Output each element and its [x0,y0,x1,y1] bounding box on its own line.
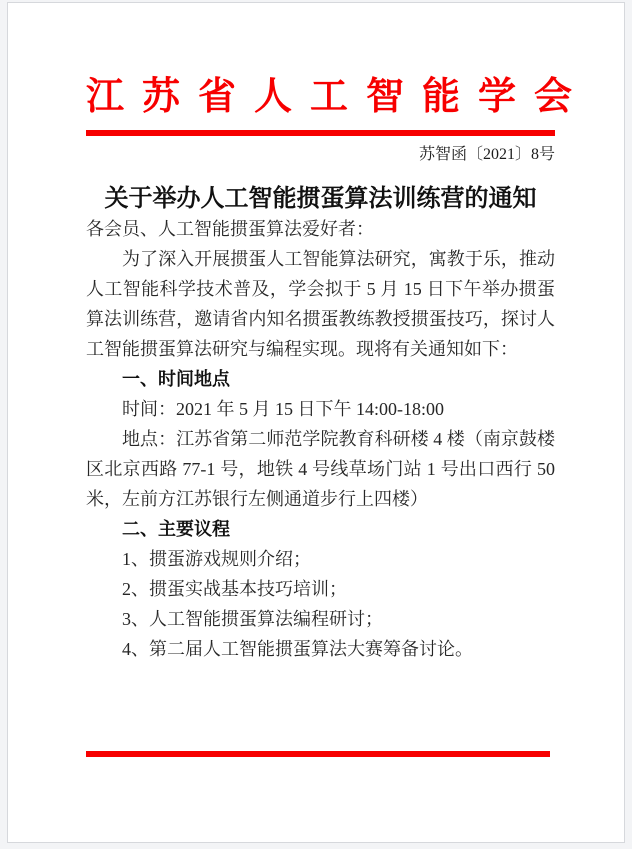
section-2-heading: 二、主要议程 [122,519,230,539]
document-number: 苏智函〔2021〕8号 [418,146,555,163]
agenda-item-3: 3、人工智能掼蛋算法编程研讨； [122,609,383,629]
agenda-item-4: 4、第二届人工智能掼蛋算法大赛筹备讨论。 [122,639,473,659]
section-1-heading: 一、时间地点 [122,369,230,389]
salutation-line: 各会员、人工智能掼蛋算法爱好者： [86,219,374,239]
notice-body [86,214,555,664]
intro-paragraph: 为了深入开展掼蛋人工智能算法研究，寓教于乐，推动人工智能科学技术普及，学会拟于 5 月 15 日下午举办掼蛋算法训练营，邀请省内知名掼蛋教练教授掼蛋技巧，探讨人工智能掼蛋算法研究与编程实现。现将有关通知如下： [86,249,555,359]
page-content [8,77,624,664]
place-line: 地点：江苏省第二师范学院教育科研楼 4 楼（南京鼓楼区北京西路 77-1 号，地铁 4 号线草场门站 1 号出口西行 50 米，左前方江苏银行左侧通道步行上四楼） [86,429,555,509]
header-red-rule [86,130,555,136]
notice-title: 关于举办人工智能掼蛋算法训练营的通知 [104,185,537,212]
agenda-item-2: 2、掼蛋实战基本技巧培训； [122,579,347,599]
footer-red-rule [86,751,550,757]
agenda-item-1: 1、掼蛋游戏规则介绍； [122,549,311,569]
time-line: 时间：2021 年 5 月 15 日下午 14:00-18:00 [122,399,444,419]
notice-page [7,2,625,843]
organization-title: 江苏省人工智能学会 [86,76,591,118]
